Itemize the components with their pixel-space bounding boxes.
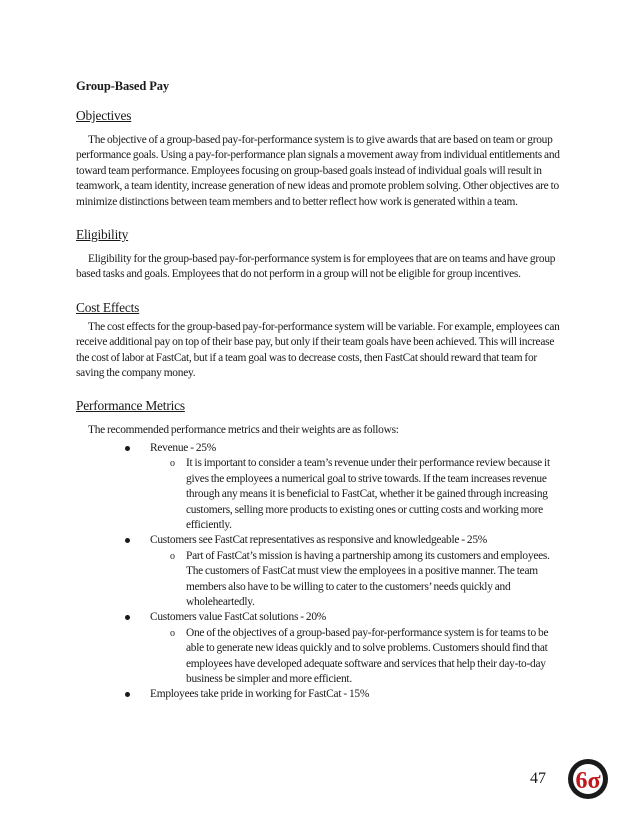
section-heading-cost-effects: Cost Effects bbox=[76, 299, 140, 315]
objectives-paragraph: The objective of a group-based pay-for-performance system is to give awards that are based on team or group performance goals. Using a pay-for-performance plan signals a movement away from individual entitlements and toward team performance. Employees focusing on group-based goals instead of individual goals will result in teamwork, a team identity, increase generation of new ideas and promote problem solving. Other objectives are to minimize distinctions between team members and to better reflect how work is generated within a team. bbox=[76, 134, 560, 208]
document-title: Group-Based Pay bbox=[76, 79, 170, 93]
cost-effects-paragraph: The cost effects for the group-based pay-for-performance system will be variable. For example, employees can receive additional pay on top of their base pay, but only if their team goals have been achieved. This will increase the cost of labor at FastCat, but if a team goal was to decrease costs, then FastCat should reward that team for saving the company money. bbox=[76, 320, 560, 380]
logo-glyph: 6σ bbox=[575, 768, 601, 794]
metric-label: Employees take pride in working for FastCat - 15% bbox=[150, 688, 370, 701]
six-sigma-logo-icon bbox=[566, 757, 610, 801]
list-item bbox=[150, 626, 566, 688]
circle-bullet-icon: o bbox=[170, 458, 175, 470]
list-item bbox=[150, 456, 566, 533]
metric-sublist bbox=[150, 549, 566, 611]
page-number: 47 bbox=[530, 770, 546, 787]
list-item bbox=[76, 687, 566, 702]
section-eligibility bbox=[76, 227, 566, 283]
section-heading-objectives: Objectives bbox=[76, 108, 132, 123]
metric-label: Revenue - 25% bbox=[150, 441, 216, 454]
circle-bullet-icon: o bbox=[170, 550, 175, 562]
list-item bbox=[76, 441, 566, 533]
list-item bbox=[76, 610, 566, 687]
bullet-icon bbox=[125, 692, 130, 697]
metric-sublist bbox=[150, 456, 566, 533]
metric-detail: One of the objectives of a group-based pay-for-performance system is for teams to be able to generate new ideas quickly and to solve problems. Customers should find that employees have developed adequate software and services that help their day-to-day business be simpler and more efficient. bbox=[186, 626, 549, 685]
section-heading-performance-metrics: Performance Metrics bbox=[76, 398, 185, 414]
metric-sublist bbox=[150, 626, 566, 688]
circle-bullet-icon: o bbox=[170, 627, 175, 639]
eligibility-paragraph: Eligibility for the group-based pay-for-performance system is for employees that are on teams and have group based tasks and goals. Employees that do not perform in a group will not be eligible for group incentives. bbox=[76, 253, 556, 281]
metric-label: Customers value FastCat solutions - 20% bbox=[150, 611, 327, 624]
section-objectives bbox=[76, 108, 566, 210]
metrics-intro: The recommended performance metrics and their weights are as follows: bbox=[88, 424, 399, 437]
bullet-icon bbox=[125, 446, 130, 451]
bullet-icon bbox=[125, 538, 130, 543]
section-cost-effects bbox=[76, 300, 566, 382]
metric-detail: Part of FastCat’s mission is having a partnership among its customers and employees. The customers of FastCat must view the employees in a positive manner. The team members also have to be willing to cater to the customers’ needs quickly and wholeheartedly. bbox=[186, 549, 550, 608]
list-item bbox=[76, 533, 566, 610]
section-heading-eligibility: Eligibility bbox=[76, 227, 129, 243]
list-item bbox=[150, 549, 566, 611]
section-performance-metrics bbox=[76, 398, 566, 702]
metrics-list bbox=[76, 441, 566, 703]
metric-label: Customers see FastCat representatives as responsive and knowledgeable - 25% bbox=[150, 534, 488, 547]
metric-detail: It is important to consider a team’s revenue under their performance review because it gives the employees a numerical goal to strive towards. If the team increases revenue through any means it is beneficial to FastCat, whether it be gained through increasing customers, selling more products to existing ones or cutting costs and working more efficiently. bbox=[186, 457, 550, 531]
bullet-icon bbox=[125, 615, 130, 620]
page-content bbox=[76, 79, 566, 720]
